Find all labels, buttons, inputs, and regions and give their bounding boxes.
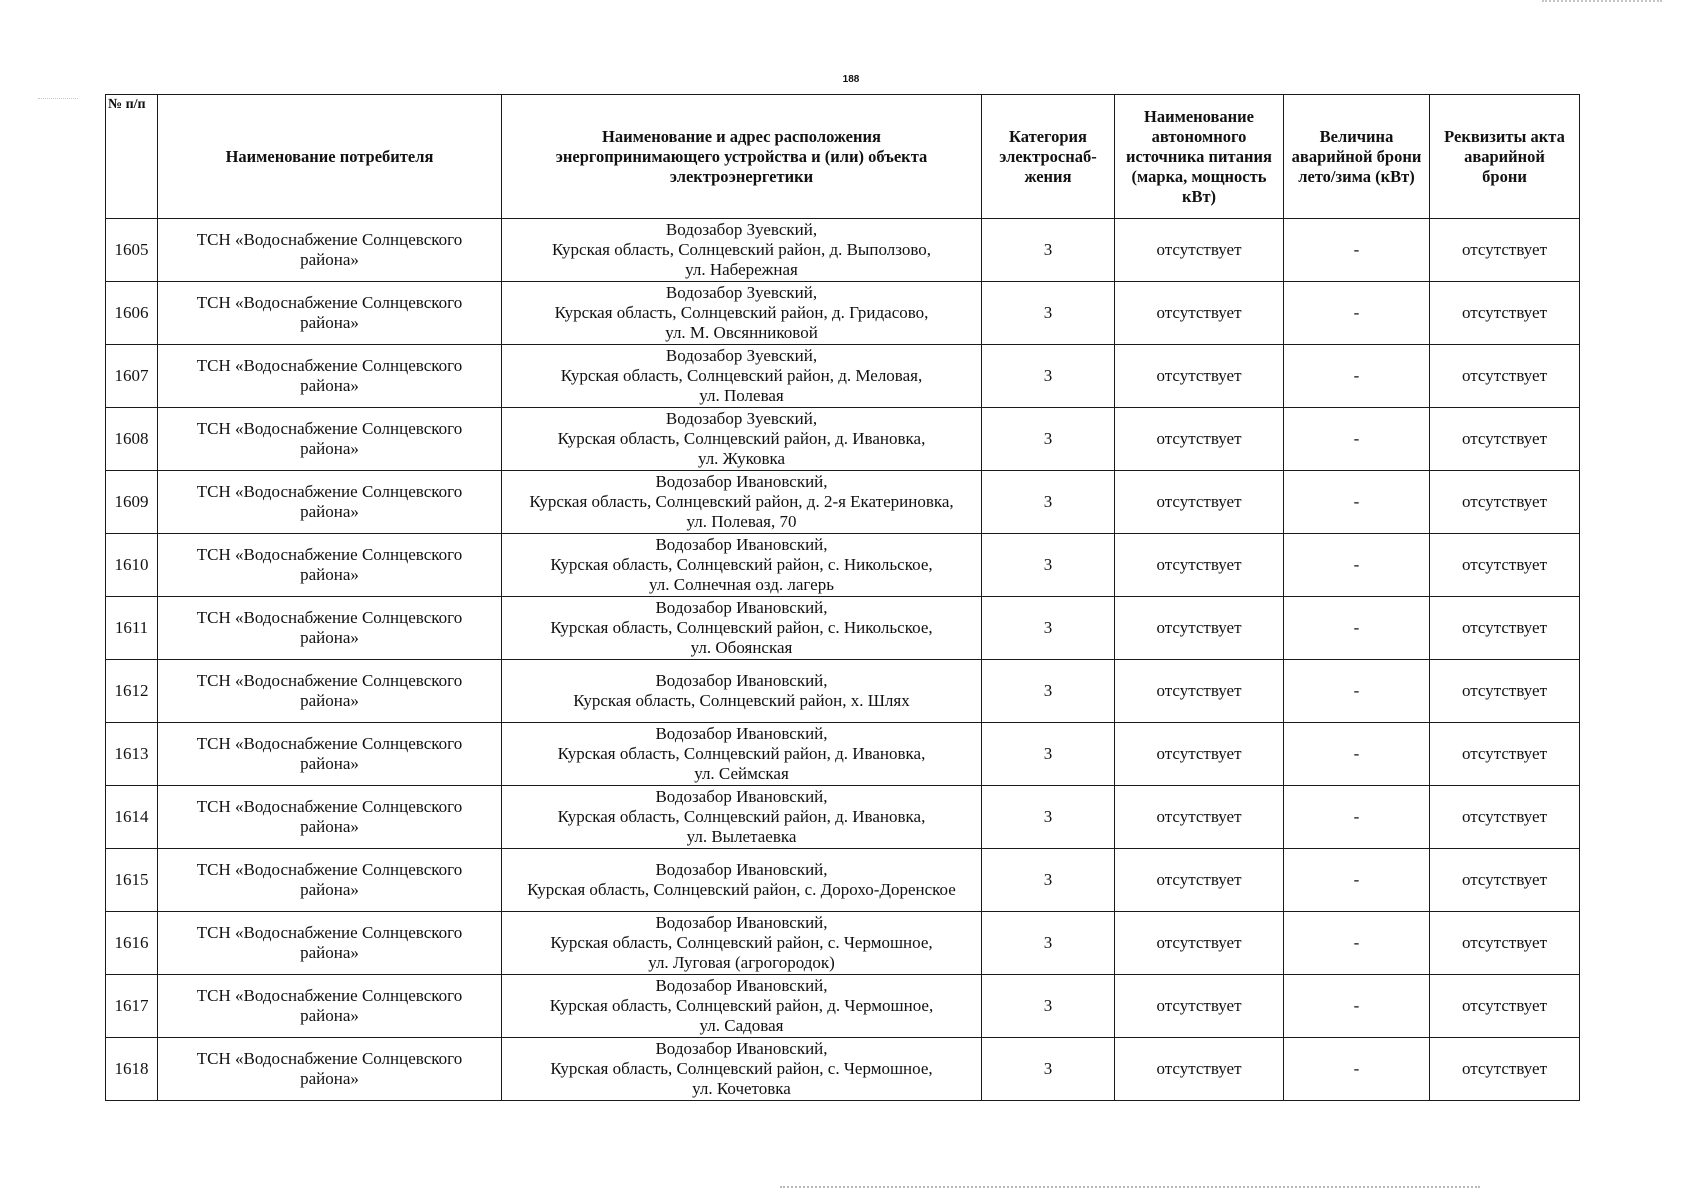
text-line: источника питания (1125, 146, 1272, 166)
text-line: ул. Полевая, 70 (686, 512, 797, 531)
header-emergency-reserve (1284, 95, 1430, 219)
text-line: Курская область, Солнцевский район, с. Дорохо-Доренское (527, 880, 956, 899)
text-line: ТСН «Водоснабжение Солнцевского (196, 923, 463, 942)
text-line: Реквизиты акта (1444, 126, 1565, 146)
cell-consumer (158, 723, 502, 786)
table-row (106, 1038, 1580, 1101)
cell-object-address (502, 975, 982, 1038)
cell-object-address (502, 597, 982, 660)
cell-category: 3 (982, 975, 1115, 1038)
text-line: ТСН «Водоснабжение Солнцевского (196, 545, 463, 564)
table-row (106, 534, 1580, 597)
text-line: Курская область, Солнцевский район, д. 2-я Екатериновка, (529, 492, 954, 511)
table-row (106, 786, 1580, 849)
cell-number: 1606 (106, 282, 158, 345)
cell-object-address (502, 408, 982, 471)
table-row (106, 597, 1580, 660)
text-line: жения (1024, 166, 1072, 186)
cell-act-details: отсутствует (1430, 219, 1580, 282)
cell-emergency-reserve: - (1284, 786, 1430, 849)
cell-power-source: отсутствует (1115, 1038, 1284, 1101)
cell-consumer (158, 786, 502, 849)
text-line: района» (300, 250, 359, 269)
cell-emergency-reserve: - (1284, 723, 1430, 786)
cell-power-source: отсутствует (1115, 723, 1284, 786)
text-line: района» (300, 376, 359, 395)
cell-consumer (158, 849, 502, 912)
text-line: ТСН «Водоснабжение Солнцевского (196, 986, 463, 1005)
table-row (106, 723, 1580, 786)
cell-consumer (158, 912, 502, 975)
text-line: Водозабор Ивановский, (655, 976, 828, 995)
text-line: района» (300, 565, 359, 584)
cell-object-address (502, 786, 982, 849)
cell-emergency-reserve: - (1284, 1038, 1430, 1101)
cell-power-source: отсутствует (1115, 471, 1284, 534)
cell-object-address (502, 219, 982, 282)
cell-category: 3 (982, 723, 1115, 786)
text-line: аварийной брони (1291, 146, 1422, 166)
cell-power-source: отсутствует (1115, 345, 1284, 408)
text-line: Курская область, Солнцевский район, д. Ивановка, (557, 807, 926, 826)
text-line: энергопринимающего устройства и (или) объекта (555, 146, 928, 166)
text-line: Курская область, Солнцевский район, д. Гридасово, (554, 303, 929, 322)
cell-category: 3 (982, 1038, 1115, 1101)
text-line: Курская область, Солнцевский район, с. Никольское, (550, 618, 933, 637)
header-power-source (1115, 95, 1284, 219)
cell-consumer (158, 345, 502, 408)
cell-consumer (158, 471, 502, 534)
header-act-details (1430, 95, 1580, 219)
page-number: 188 (842, 74, 860, 85)
cell-emergency-reserve: - (1284, 219, 1430, 282)
cell-act-details: отсутствует (1430, 282, 1580, 345)
text-line: Водозабор Ивановский, (655, 472, 828, 491)
text-line: ул. М. Овсянниковой (665, 323, 818, 342)
table-row (106, 975, 1580, 1038)
text-line: ул. Жуковка (697, 449, 786, 468)
cell-act-details: отсутствует (1430, 534, 1580, 597)
cell-act-details: отсутствует (1430, 912, 1580, 975)
text-line: Водозабор Ивановский, (655, 1039, 828, 1058)
text-line: ТСН «Водоснабжение Солнцевского (196, 356, 463, 375)
cell-number: 1614 (106, 786, 158, 849)
table-row (106, 912, 1580, 975)
cell-object-address (502, 534, 982, 597)
cell-object-address (502, 1038, 982, 1101)
cell-consumer (158, 597, 502, 660)
text-line: ул. Садовая (699, 1016, 784, 1035)
cell-number: 1612 (106, 660, 158, 723)
text-line: электроснаб- (999, 146, 1097, 166)
cell-act-details: отсутствует (1430, 408, 1580, 471)
text-line: Курская область, Солнцевский район, д. Ивановка, (557, 429, 926, 448)
text-line: Курская область, Солнцевский район, д. Выползово, (551, 240, 931, 259)
text-line: ТСН «Водоснабжение Солнцевского (196, 671, 463, 690)
text-line: ТСН «Водоснабжение Солнцевского (196, 797, 463, 816)
cell-act-details: отсутствует (1430, 597, 1580, 660)
header-number: № п/п (106, 95, 158, 219)
text-line: района» (300, 313, 359, 332)
cell-act-details: отсутствует (1430, 345, 1580, 408)
text-line: Водозабор Зуевский, (665, 220, 818, 239)
cell-number: 1615 (106, 849, 158, 912)
table-row (106, 408, 1580, 471)
header-category (982, 95, 1115, 219)
text-line: аварийной (1464, 146, 1545, 166)
text-line: района» (300, 880, 359, 899)
cell-category: 3 (982, 282, 1115, 345)
text-line: ТСН «Водоснабжение Солнцевского (196, 608, 463, 627)
cell-number: 1605 (106, 219, 158, 282)
cell-act-details: отсутствует (1430, 660, 1580, 723)
cell-power-source: отсутствует (1115, 282, 1284, 345)
text-line: Величина (1319, 126, 1394, 146)
text-line: ТСН «Водоснабжение Солнцевского (196, 293, 463, 312)
cell-object-address (502, 471, 982, 534)
text-line: Водозабор Ивановский, (655, 787, 828, 806)
cell-act-details: отсутствует (1430, 723, 1580, 786)
text-line: Водозабор Зуевский, (665, 283, 818, 302)
cell-power-source: отсутствует (1115, 219, 1284, 282)
cell-category: 3 (982, 408, 1115, 471)
cell-consumer (158, 282, 502, 345)
text-line: Водозабор Зуевский, (665, 346, 818, 365)
cell-power-source: отсутствует (1115, 786, 1284, 849)
cell-object-address (502, 912, 982, 975)
text-line: Категория (1009, 126, 1087, 146)
table-row (106, 849, 1580, 912)
text-line: Курская область, Солнцевский район, х. Шлях (573, 691, 910, 710)
cell-category: 3 (982, 597, 1115, 660)
cell-consumer (158, 219, 502, 282)
text-line: электроэнергетики (669, 166, 814, 186)
text-line: Курская область, Солнцевский район, д. Чермошное, (549, 996, 934, 1015)
text-line: района» (300, 817, 359, 836)
cell-category: 3 (982, 219, 1115, 282)
cell-number: 1617 (106, 975, 158, 1038)
text-line: ТСН «Водоснабжение Солнцевского (196, 230, 463, 249)
cell-number: 1607 (106, 345, 158, 408)
cell-emergency-reserve: - (1284, 408, 1430, 471)
text-line: района» (300, 691, 359, 710)
cell-emergency-reserve: - (1284, 660, 1430, 723)
text-line: ул. Луговая (агрогородок) (648, 953, 835, 972)
text-line: ул. Вылетаевка (686, 827, 797, 846)
text-line: Водозабор Ивановский, (655, 860, 828, 879)
cell-category: 3 (982, 912, 1115, 975)
cell-object-address (502, 345, 982, 408)
header-object (502, 95, 982, 219)
cell-power-source: отсутствует (1115, 408, 1284, 471)
text-line: ТСН «Водоснабжение Солнцевского (196, 734, 463, 753)
cell-number: 1609 (106, 471, 158, 534)
cell-consumer (158, 534, 502, 597)
text-line: лето/зима (кВт) (1298, 166, 1415, 186)
table-header-row (106, 95, 1580, 219)
table-row (106, 345, 1580, 408)
cell-category: 3 (982, 660, 1115, 723)
text-line: ул. Солнечная озд. лагерь (649, 575, 834, 594)
text-line: района» (300, 502, 359, 521)
text-line: кВт) (1181, 186, 1217, 206)
text-line: (марка, мощность (1131, 166, 1267, 186)
text-line: ул. Полевая (699, 386, 784, 405)
cell-power-source: отсутствует (1115, 849, 1284, 912)
text-line: ТСН «Водоснабжение Солнцевского (196, 419, 463, 438)
cell-category: 3 (982, 471, 1115, 534)
cell-power-source: отсутствует (1115, 912, 1284, 975)
scan-artifact-left (38, 98, 78, 99)
cell-consumer (158, 408, 502, 471)
cell-emergency-reserve: - (1284, 345, 1430, 408)
text-line: ул. Набережная (685, 260, 798, 279)
cell-number: 1616 (106, 912, 158, 975)
text-line: Курская область, Солнцевский район, д. Меловая, (560, 366, 923, 385)
text-line: района» (300, 628, 359, 647)
text-line: Водозабор Ивановский, (655, 535, 828, 554)
text-line: района» (300, 1069, 359, 1088)
cell-object-address (502, 849, 982, 912)
text-line: Водозабор Ивановский, (655, 598, 828, 617)
text-line: района» (300, 439, 359, 458)
cell-consumer (158, 975, 502, 1038)
cell-object-address (502, 723, 982, 786)
text-line: Водозабор Ивановский, (655, 724, 828, 743)
text-line: ул. Обоянская (690, 638, 793, 657)
text-line: ТСН «Водоснабжение Солнцевского (196, 482, 463, 501)
cell-act-details: отсутствует (1430, 786, 1580, 849)
cell-emergency-reserve: - (1284, 975, 1430, 1038)
text-line: Наименование и адрес расположения (602, 126, 881, 146)
text-line: ул. Кочетовка (692, 1079, 791, 1098)
table-row (106, 471, 1580, 534)
table-row (106, 282, 1580, 345)
consumer-registry-table (105, 94, 1580, 1101)
scan-artifact-bottom (780, 1186, 1480, 1192)
text-line: района» (300, 943, 359, 962)
scan-artifact-top (1542, 0, 1662, 4)
table-body (106, 219, 1580, 1101)
cell-emergency-reserve: - (1284, 597, 1430, 660)
cell-power-source: отсутствует (1115, 975, 1284, 1038)
cell-number: 1610 (106, 534, 158, 597)
cell-category: 3 (982, 849, 1115, 912)
cell-emergency-reserve: - (1284, 282, 1430, 345)
text-line: района» (300, 754, 359, 773)
cell-category: 3 (982, 534, 1115, 597)
cell-category: 3 (982, 345, 1115, 408)
header-consumer: Наименование потребителя (158, 95, 502, 219)
cell-consumer (158, 660, 502, 723)
cell-emergency-reserve: - (1284, 912, 1430, 975)
cell-emergency-reserve: - (1284, 849, 1430, 912)
text-line: Курская область, Солнцевский район, с. Чермошное, (550, 1059, 933, 1078)
cell-object-address (502, 660, 982, 723)
cell-category: 3 (982, 786, 1115, 849)
cell-number: 1618 (106, 1038, 158, 1101)
cell-emergency-reserve: - (1284, 471, 1430, 534)
cell-number: 1611 (106, 597, 158, 660)
cell-act-details: отсутствует (1430, 975, 1580, 1038)
text-line: автономного (1151, 126, 1247, 146)
text-line: Водозабор Ивановский, (655, 913, 828, 932)
cell-number: 1613 (106, 723, 158, 786)
table-row (106, 219, 1580, 282)
cell-act-details: отсутствует (1430, 1038, 1580, 1101)
cell-object-address (502, 282, 982, 345)
cell-emergency-reserve: - (1284, 534, 1430, 597)
cell-power-source: отсутствует (1115, 660, 1284, 723)
text-line: Водозабор Зуевский, (665, 409, 818, 428)
cell-power-source: отсутствует (1115, 597, 1284, 660)
cell-number: 1608 (106, 408, 158, 471)
cell-act-details: отсутствует (1430, 849, 1580, 912)
cell-act-details: отсутствует (1430, 471, 1580, 534)
text-line: ул. Сеймская (694, 764, 789, 783)
cell-consumer (158, 1038, 502, 1101)
text-line: Курская область, Солнцевский район, с. Никольское, (550, 555, 933, 574)
text-line: Водозабор Ивановский, (655, 671, 828, 690)
table-row (106, 660, 1580, 723)
text-line: ТСН «Водоснабжение Солнцевского (196, 1049, 463, 1068)
text-line: района» (300, 1006, 359, 1025)
text-line: ТСН «Водоснабжение Солнцевского (196, 860, 463, 879)
text-line: Курская область, Солнцевский район, д. Ивановка, (557, 744, 926, 763)
cell-power-source: отсутствует (1115, 534, 1284, 597)
text-line: Курская область, Солнцевский район, с. Чермошное, (550, 933, 933, 952)
text-line: Наименование (1144, 106, 1254, 126)
text-line: брони (1482, 166, 1527, 186)
